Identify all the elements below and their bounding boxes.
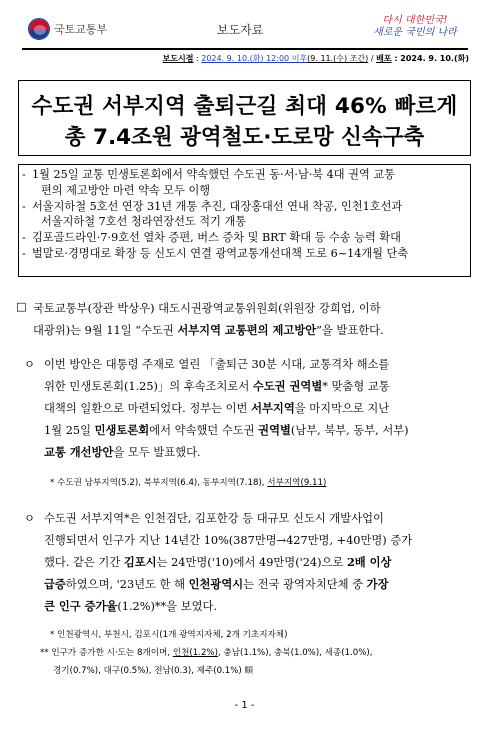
slogan-line2: 새로운 국민의 나라 <box>373 27 457 38</box>
paragraph-line: 대책의 일환으로 마련되었다. 정부는 이번 서부지역을 마지막으로 지난 <box>44 401 390 415</box>
paragraph-line: 했다. 같은 기간 김포시는 24만명('10)에서 49만명('24)으로 2배 이상 <box>44 555 392 569</box>
slogan-line1: 다시 대한민국! <box>382 15 448 26</box>
distribution-date: : 2024. 9. 10.(화) <box>391 54 469 63</box>
square-bullet: □ <box>16 300 27 313</box>
release-label: 보도시점 <box>162 54 194 63</box>
paragraph-line: 교통 개선방안을 모두 발표했다. <box>44 445 201 459</box>
headline-line2: 총 7.4조원 광역철도·도로망 신속구축 <box>64 125 425 150</box>
ministry-name: 국토교통부 <box>54 23 108 36</box>
summary-item-line: 편의 제고방안 마련 약속 모두 이행 <box>41 183 211 197</box>
distribution-label: 배포 <box>376 54 392 63</box>
summary-item-line: 서울지하철 7호선 청라연장선도 적기 개통 <box>41 215 247 229</box>
footnote-regions: * 수도권 남부지역(5.2), 북부지역(6.4), 동부지역(7.18), 서부지역(9.11) <box>50 478 327 488</box>
summary-dash: - <box>22 168 26 181</box>
paragraph-line: 1월 25일 민생토론회에서 약속했던 수도권 권역별(남부, 북부, 동부, 서부) <box>44 423 409 437</box>
footnote-population-growth: ** 인구가 증가한 시·도는 8개이며, 인천(1.2%), 충남(1.1%), 충북(1.0%), 세종(1.0%), <box>40 648 373 658</box>
summary-dash: - <box>22 199 26 213</box>
document-type: 보도자료 <box>217 23 264 37</box>
footnote-population-growth-cont: 경기(0.7%), 대구(0.5%), 전남(0.3), 제주(0.1%) 順 <box>53 666 254 676</box>
release-datetime: 2024. 9. 10.(화) 12:00 이후 <box>201 54 308 63</box>
circle-bullet: ㅇ <box>24 358 35 371</box>
page-number: - 1 - <box>234 700 255 711</box>
summary-item-line: 1월 25일 교통 민생토론회에서 약속했던 수도권 동·서·남·북 4대 권역 교통 <box>32 168 395 181</box>
paragraph-line: 이번 방안은 대통령 주재로 열린 「출퇴근 30분 시대, 교통격차 해소를 <box>44 358 390 371</box>
footnote-western-area: * 인천광역시, 부천시, 김포시(1개 광역지자체, 2개 기초지자체) <box>50 630 288 640</box>
paragraph-line: 수도권 서부지역*은 인천검단, 김포한강 등 대규모 신도시 개발사업이 <box>44 512 384 525</box>
release-colon: : <box>193 54 202 63</box>
paragraph-line: 큰 인구 증가율(1.2%)**을 보였다. <box>44 599 217 613</box>
paragraph-line: 급증하였으며, '23년도 한 해 인천광역시는 전국 광역자치단체 중 가장 <box>44 577 389 591</box>
paragraph-line: 국토교통부(장관 박상우) 대도시권광역교통위원회(위원장 강희업, 이하 <box>33 302 381 315</box>
headline-line1: 수도권 서부지역 출퇴근길 최대 46% 빠르게 <box>31 94 458 119</box>
summary-item-line: 김포골드라인·7·9호선 열차 증편, 버스 증차 및 BRT 확대 등 수송 능력 확대 <box>32 231 401 245</box>
release-datetime-note: (9. 11.(수) 조간) <box>307 54 369 63</box>
release-separator: / <box>368 54 377 63</box>
paragraph-line: 위한 민생토론회(1.25)」의 후속조치로서 수도권 권역별* 맞춤형 교통 <box>44 379 390 393</box>
summary-item-line: 서울지하철 5호선 연장 31년 개통 추진, 대장홍대선 연내 착공, 인천1호선과 <box>32 199 403 213</box>
paragraph-line: 진행되면서 인구가 지난 14년간 10%(387만명→427만명, +40만명) 증가 <box>44 534 413 547</box>
summary-dash: - <box>22 246 26 260</box>
summary-item-line: 벌말로·경명대로 확장 등 신도시 연결 광역교통개선대책 도로 6~14개월 단축 <box>32 246 409 260</box>
paragraph-line: 대광위)는 9월 11일 “수도권 서부지역 교통편의 제고방안”을 발표한다. <box>33 323 384 337</box>
circle-bullet: ㅇ <box>24 512 35 525</box>
body-text <box>14 0 474 729</box>
summary-dash: - <box>22 231 26 245</box>
